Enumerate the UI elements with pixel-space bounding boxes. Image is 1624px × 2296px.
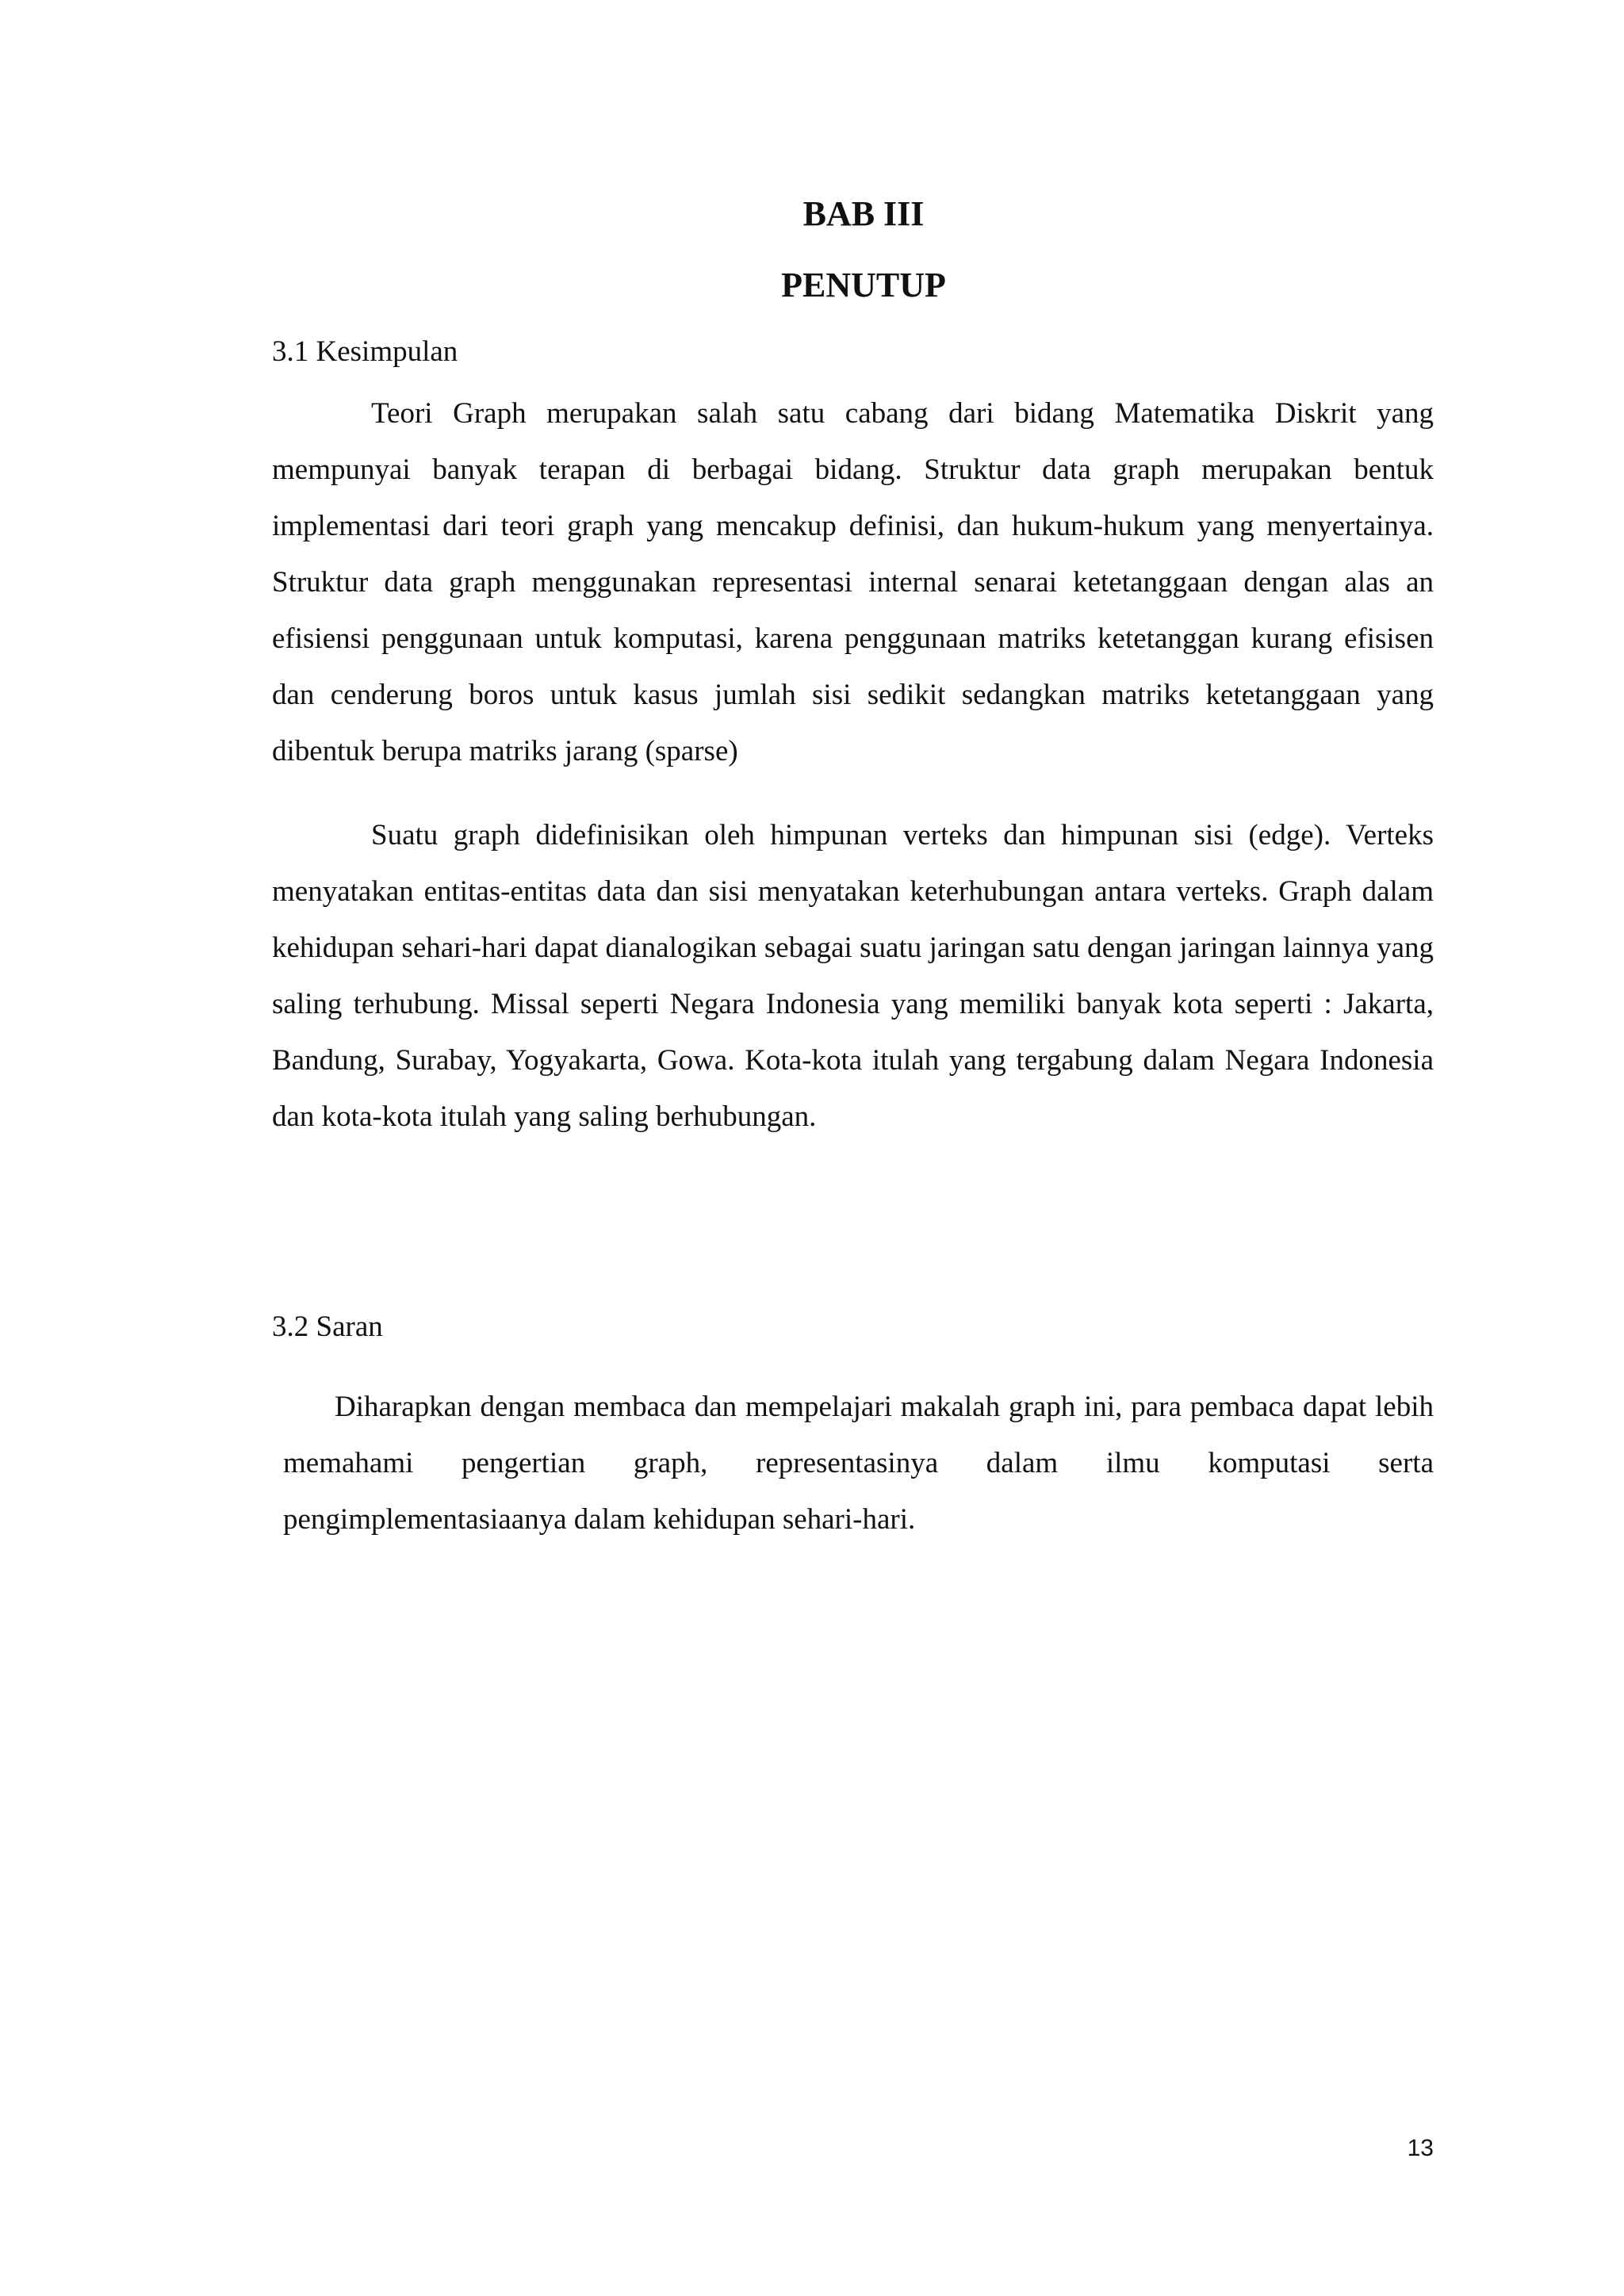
section-heading-saran: 3.2 Saran [272, 1311, 383, 1343]
paragraph-saran: Diharapkan dengan membaca dan mempelajari makalah graph ini, para pembaca dapat lebih memahami pengertian graph, representasinya dalam ilmu komputasi serta pengimplementasiaanya dalam kehidupan sehari-hari. [283, 1391, 1434, 1536]
paragraph-kesimpulan-2: Suatu graph didefinisikan oleh himpunan verteks dan himpunan sisi (edge). Verteks menyatakan entitas-entitas data dan sisi menyatakan keterhubungan antara verteks. Graph dalam kehidupan sehari-hari dapat dianalogikan sebagai suatu jaringan satu dengan jaringan lainnya yang saling terhubung. Missal seperti Negara Indonesia yang memiliki banyak kota seperti : Jakarta, Bandung, Surabay, Yogyakarta, Gowa. Kota-kota itulah yang tergabung dalam Negara Indonesia dan kota-kota itulah yang saling berhubungan. [272, 819, 1434, 1133]
chapter-number: BAB III [802, 194, 925, 233]
chapter-title: PENUTUP [781, 266, 946, 304]
section-heading-kesimpulan: 3.1 Kesimpulan [272, 335, 458, 368]
paragraph-kesimpulan-1: Teori Graph merupakan salah satu cabang dari bidang Matematika Diskrit yang mempunyai banyak terapan di berbagai bidang. Struktur data graph merupakan bentuk implementasi dari teori graph yang mencakup definisi, dan hukum-hukum yang menyertainya. Struktur data graph menggunakan representasi internal senarai ketetanggaan dengan alas an efisiensi penggunaan untuk komputasi, karena penggunaan matriks ketetanggan kurang efisisen dan cenderung boros untuk kasus jumlah sisi sedikit sedangkan matriks ketetanggaan yang dibentuk berupa matriks jarang (sparse) [272, 397, 1434, 767]
page-number: 13 [1407, 2135, 1434, 2161]
